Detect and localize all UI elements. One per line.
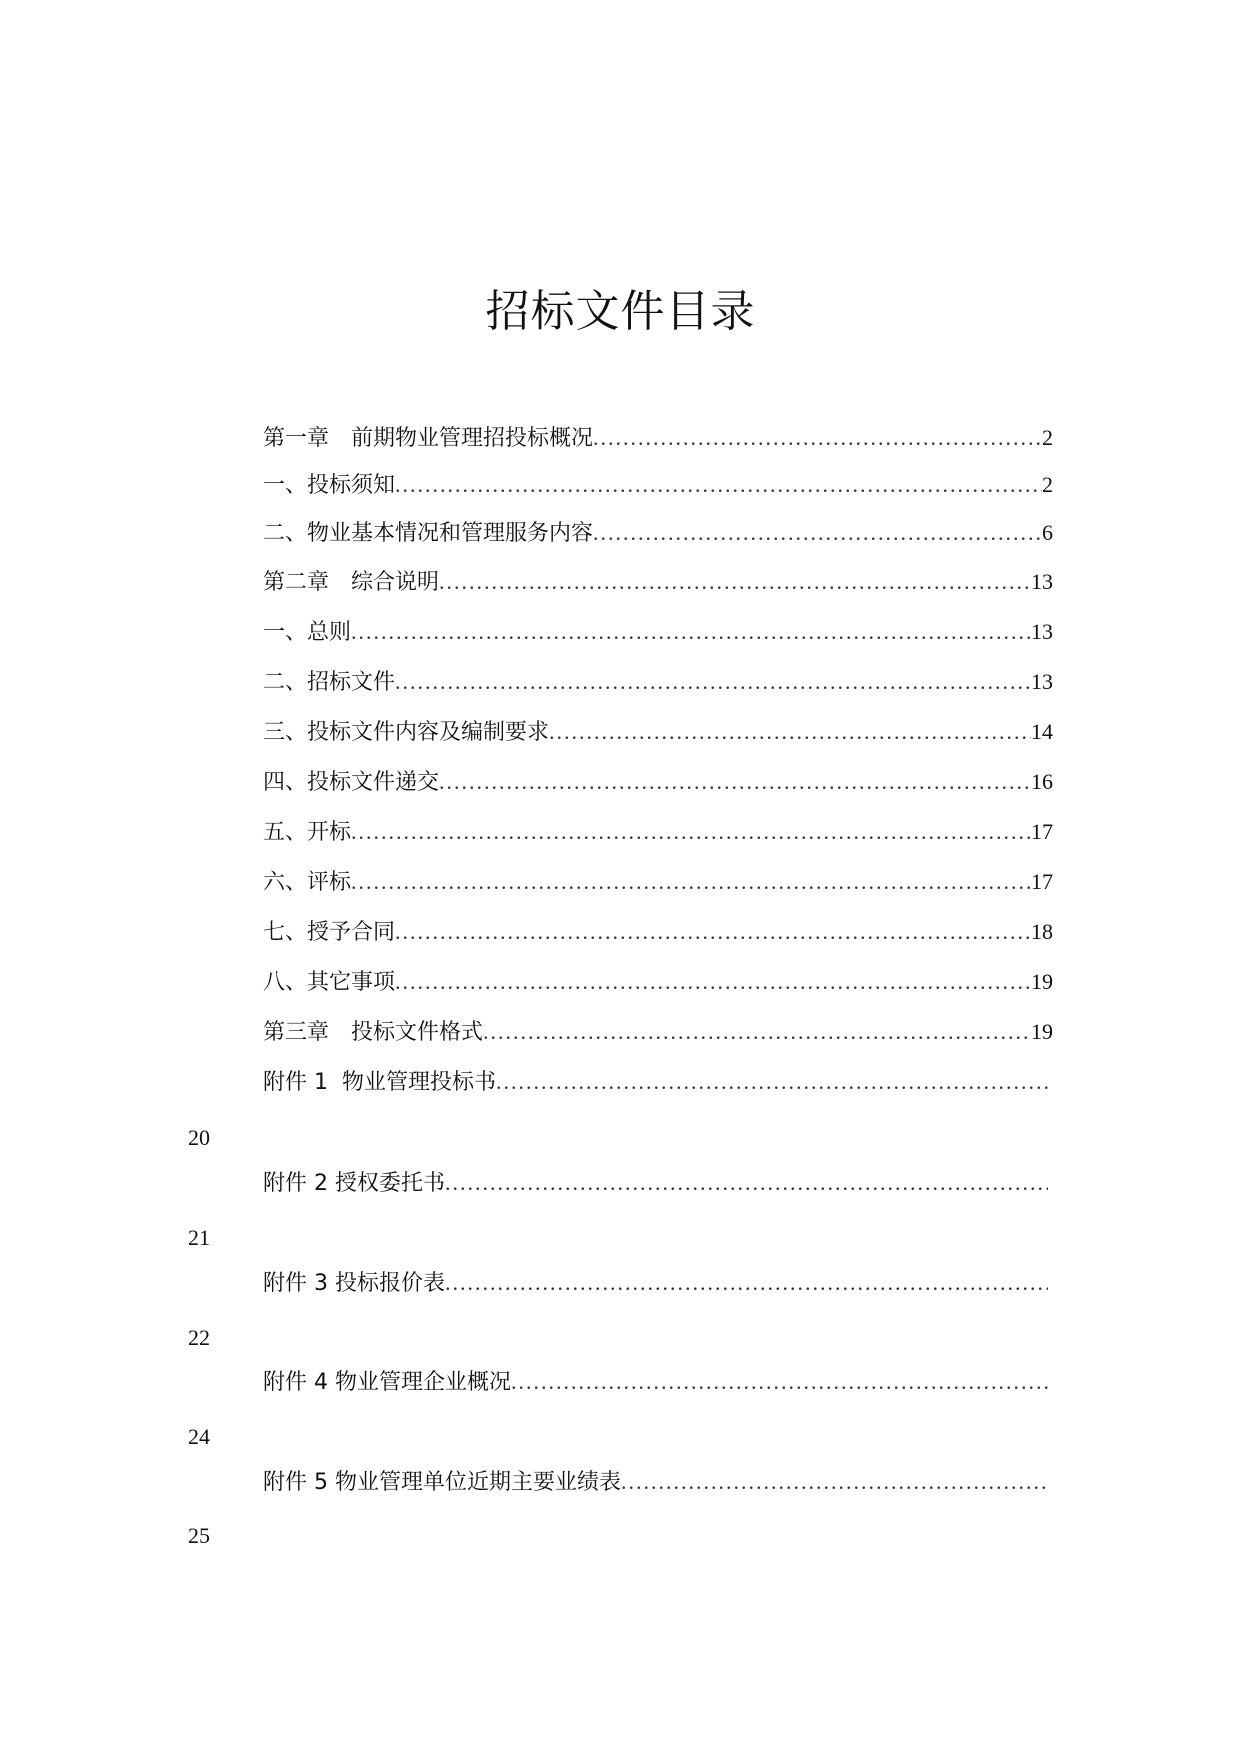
toc-entry-page: 22 bbox=[188, 1325, 210, 1350]
document-title: 招标文件目录 bbox=[485, 286, 756, 337]
dot-leader bbox=[445, 1163, 1048, 1203]
toc-entry[interactable] bbox=[263, 1012, 1053, 1052]
toc-entry-page: 19 bbox=[1031, 969, 1053, 994]
toc-entry[interactable] bbox=[263, 912, 1053, 952]
toc-entry[interactable] bbox=[263, 762, 1053, 802]
toc-entry-label: 第一章 前期物业管理招投标概况 bbox=[263, 426, 594, 451]
toc-entry-label: 第二章 综合说明 bbox=[263, 570, 440, 595]
toc-entry[interactable] bbox=[263, 612, 1053, 652]
toc-entry-page: 24 bbox=[188, 1424, 210, 1449]
toc-entry-page: 17 bbox=[1031, 819, 1053, 844]
dot-leader bbox=[439, 562, 1031, 602]
toc-entry-page: 18 bbox=[1031, 919, 1053, 944]
toc-entry[interactable] bbox=[263, 465, 1053, 505]
toc-entry-label: 七、授予合同 bbox=[263, 920, 396, 945]
toc-entry-label: 一、投标须知 bbox=[263, 473, 396, 498]
toc-attachment-entry[interactable] bbox=[263, 1362, 1048, 1402]
toc-entry-label: 附件 2 授权委托书 bbox=[263, 1171, 445, 1196]
toc-entry-page: 25 bbox=[188, 1523, 210, 1548]
toc-entry-page: 20 bbox=[188, 1125, 210, 1150]
toc-entry-page: 13 bbox=[1031, 569, 1053, 594]
toc-entry[interactable] bbox=[263, 862, 1053, 902]
dot-leader bbox=[593, 513, 1042, 553]
toc-entry-page: 14 bbox=[1031, 719, 1053, 744]
toc-entry-page: 19 bbox=[1031, 1019, 1053, 1044]
dot-leader bbox=[483, 1012, 1031, 1052]
dot-leader bbox=[621, 1462, 1048, 1502]
dot-leader bbox=[395, 912, 1031, 952]
dot-leader bbox=[549, 712, 1031, 752]
toc-entry-label: 附件 3 投标报价表 bbox=[263, 1271, 445, 1296]
toc-entry[interactable] bbox=[263, 812, 1053, 852]
toc-entry-label: 二、招标文件 bbox=[263, 670, 396, 695]
toc-attachment-entry[interactable] bbox=[263, 1462, 1048, 1502]
toc-attachment-entry[interactable] bbox=[263, 1263, 1048, 1303]
toc-entry-page: 2 bbox=[1042, 425, 1053, 450]
toc-entry-page: 16 bbox=[1031, 769, 1053, 794]
toc-attachment-entry[interactable] bbox=[263, 1062, 1048, 1102]
toc-entry-page: 17 bbox=[1031, 869, 1053, 894]
toc-entry-page: 13 bbox=[1031, 619, 1053, 644]
dot-leader bbox=[395, 662, 1031, 702]
toc-entry-label: 附件 4 物业管理企业概况 bbox=[263, 1370, 511, 1395]
dot-leader bbox=[511, 1362, 1048, 1402]
dot-leader bbox=[351, 862, 1031, 902]
toc-entry-label: 四、投标文件递交 bbox=[263, 770, 440, 795]
toc-entry-label: 第三章 投标文件格式 bbox=[263, 1020, 484, 1045]
dot-leader bbox=[351, 612, 1031, 652]
toc-entry[interactable] bbox=[263, 712, 1053, 752]
toc-entry-page: 2 bbox=[1042, 472, 1053, 497]
dot-leader bbox=[439, 762, 1031, 802]
toc-entry-page: 21 bbox=[188, 1225, 210, 1250]
toc-entry-label: 八、其它事项 bbox=[263, 970, 396, 995]
toc-entry[interactable] bbox=[263, 562, 1053, 602]
dot-leader bbox=[593, 418, 1042, 458]
toc-entry-label: 附件 1 物业管理投标书 bbox=[263, 1070, 496, 1095]
dot-leader bbox=[496, 1062, 1048, 1102]
dot-leader bbox=[395, 465, 1042, 505]
toc-entry-label: 二、物业基本情况和管理服务内容 bbox=[263, 521, 594, 546]
toc-entry-label: 附件 5 物业管理单位近期主要业绩表 bbox=[263, 1470, 621, 1495]
toc-entry[interactable] bbox=[263, 662, 1053, 702]
dot-leader bbox=[445, 1263, 1048, 1303]
toc-entry-label: 一、总则 bbox=[263, 620, 352, 645]
toc-entry[interactable] bbox=[263, 418, 1053, 458]
dot-leader bbox=[395, 962, 1031, 1002]
dot-leader bbox=[351, 812, 1031, 852]
toc-entry[interactable] bbox=[263, 513, 1053, 553]
toc-entry-label: 五、开标 bbox=[263, 820, 352, 845]
toc-entry-label: 三、投标文件内容及编制要求 bbox=[263, 720, 550, 745]
toc-entry[interactable] bbox=[263, 962, 1053, 1002]
toc-entry-page: 6 bbox=[1042, 520, 1053, 545]
toc-entry-page: 13 bbox=[1031, 669, 1053, 694]
toc-entry-label: 六、评标 bbox=[263, 870, 352, 895]
toc-attachment-entry[interactable] bbox=[263, 1163, 1048, 1203]
